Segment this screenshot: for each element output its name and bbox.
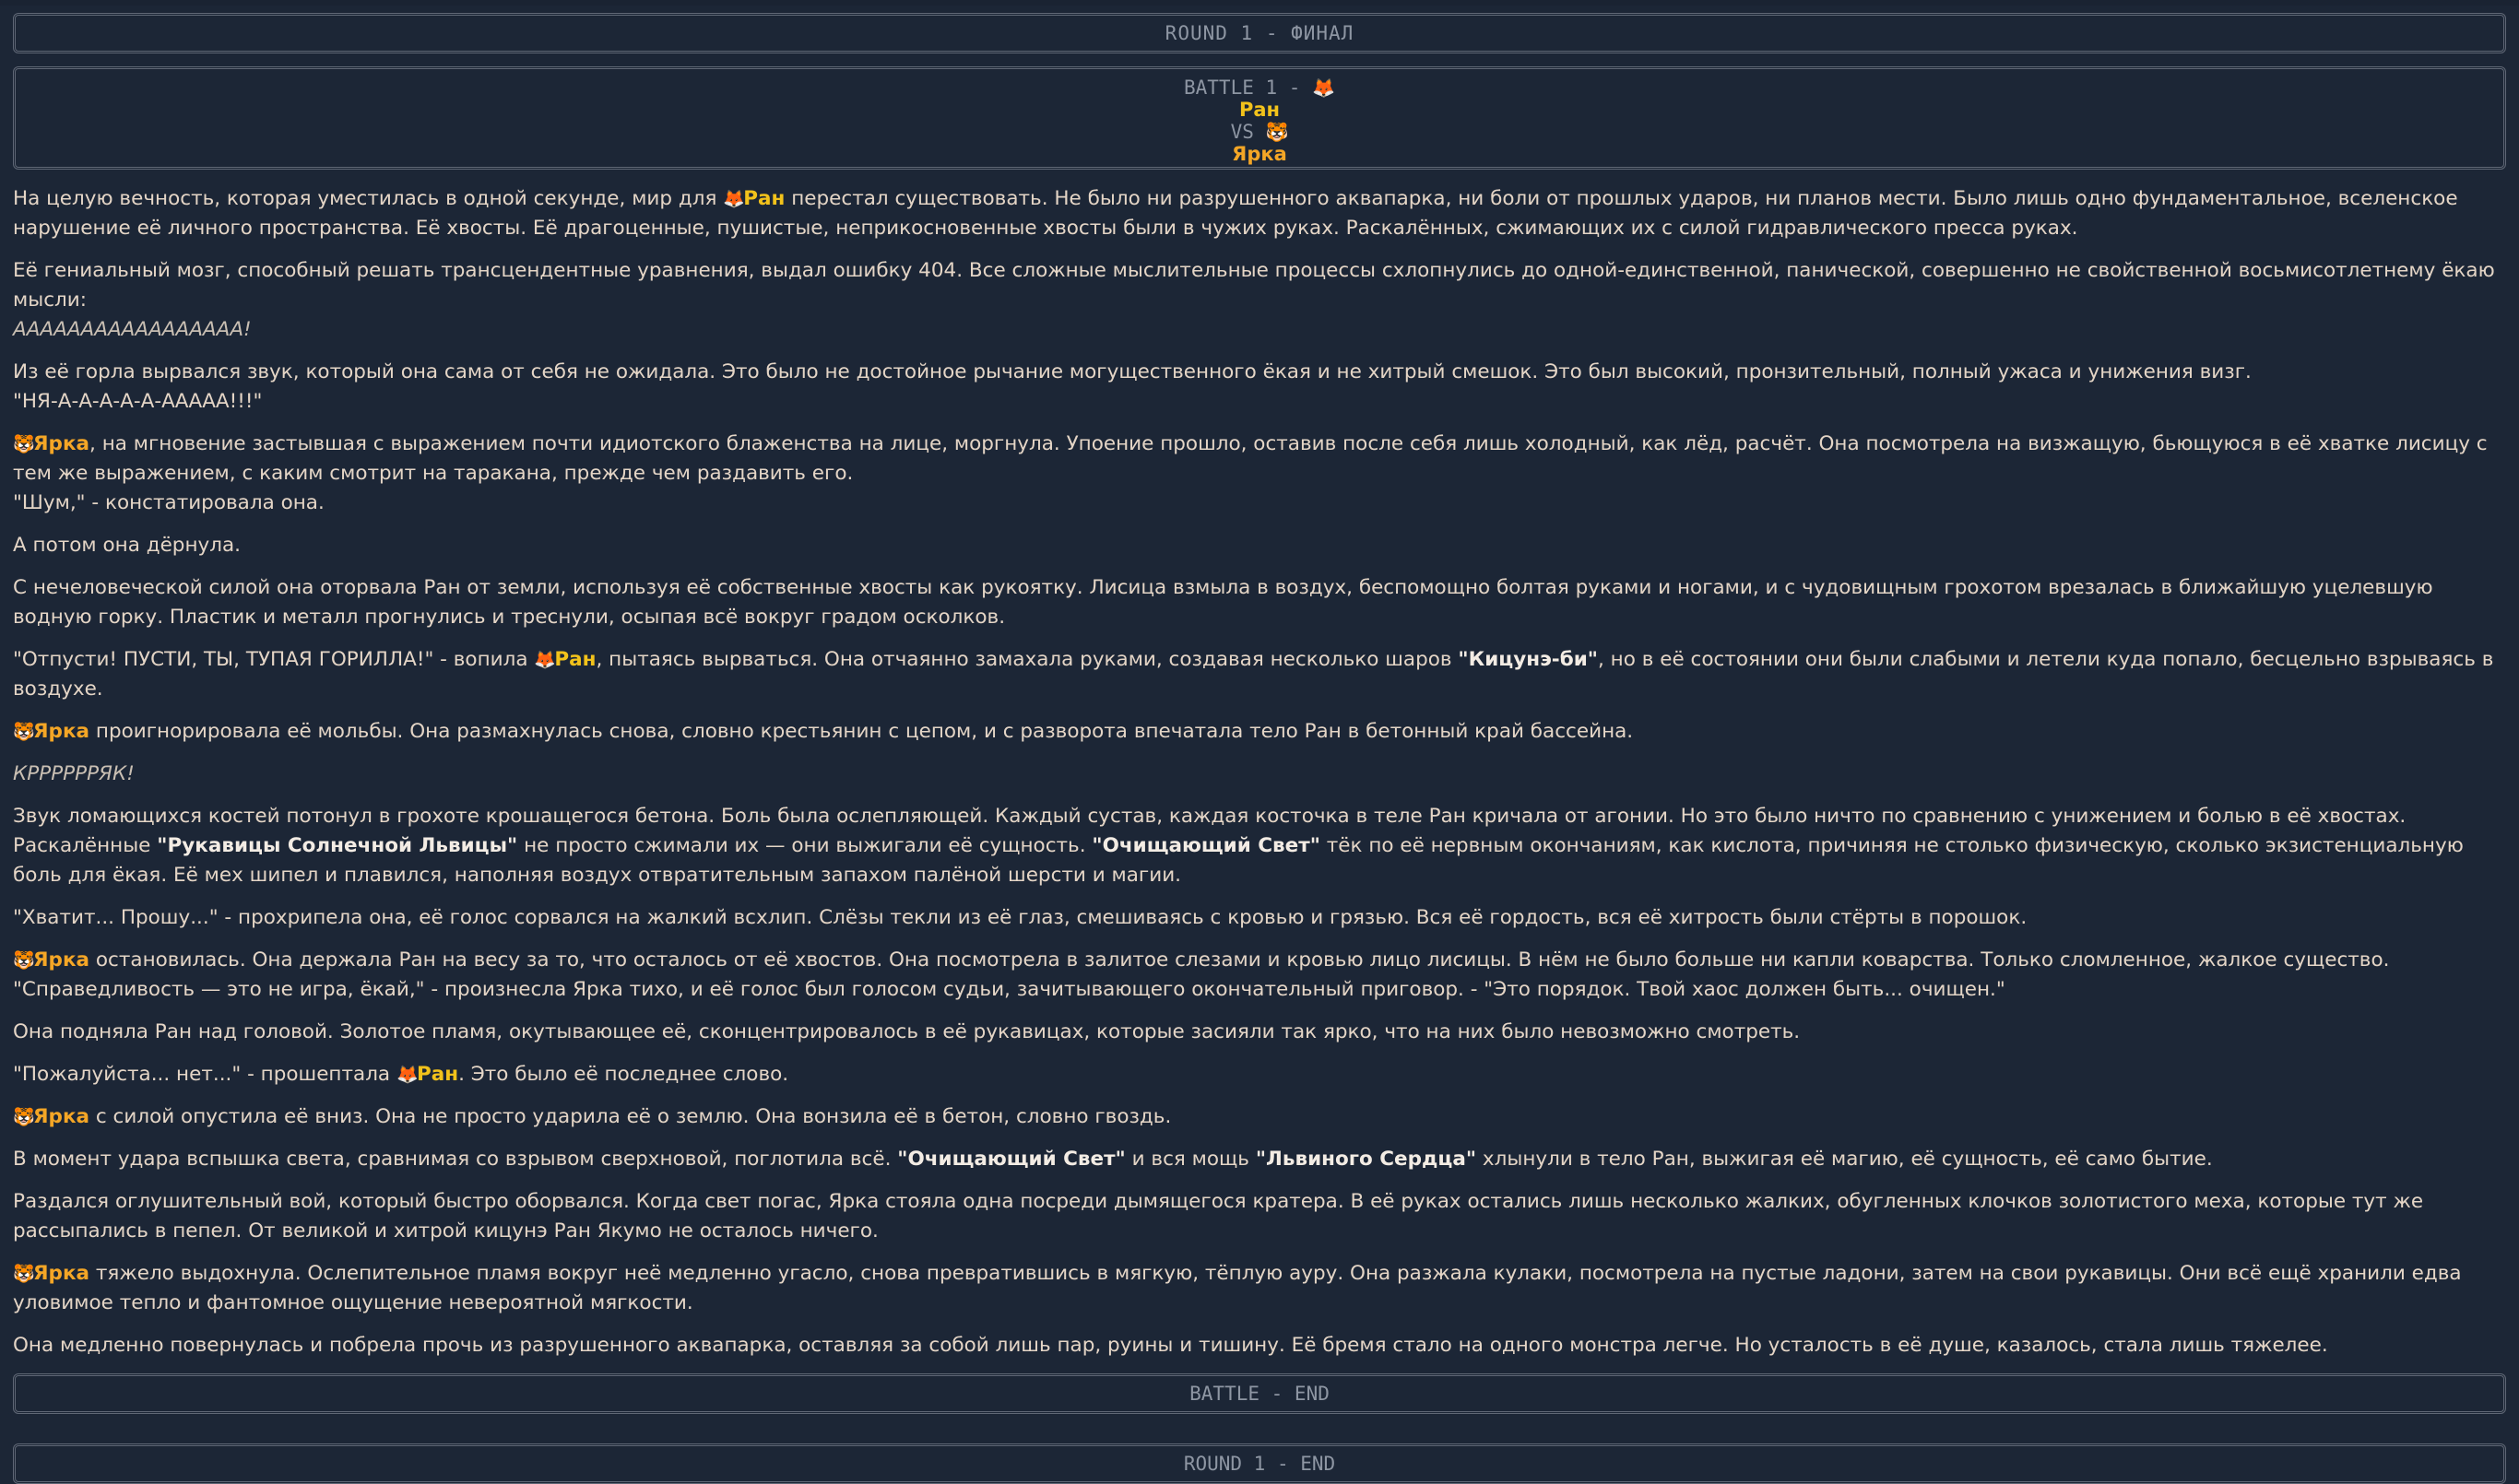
vs-line bbox=[16, 121, 2503, 143]
story-paragraph: Она медленно повернулась и побрела прочь из разрушенного аквапарка, оставляя за собой лишь пар, руины и тишину. Её бремя стало на одного монстра легче. Но усталость в её душе, казалось, стала лишь тяжелее. bbox=[13, 1334, 2328, 1357]
yarka-name: Ярка bbox=[33, 720, 90, 743]
yarka-name: Ярка bbox=[33, 432, 90, 455]
story-bold: "Кицунэ-би" bbox=[1458, 648, 1599, 671]
fox-face-icon: 🦊 bbox=[534, 650, 557, 670]
ran-name: Ран bbox=[554, 648, 597, 671]
round-header: ROUND 1 - ФИНАЛ bbox=[13, 13, 2506, 53]
tiger-face-icon: 🐯 bbox=[13, 1107, 35, 1127]
story-paragraph bbox=[13, 1145, 2506, 1174]
story-text: с силой опустила её вниз. Она не просто ударила её о землю. Она вонзила её в бетон, словно гвоздь. bbox=[95, 1105, 1172, 1128]
story-paragraph bbox=[13, 717, 2506, 747]
tiger-face-icon: 🐯 bbox=[13, 1264, 35, 1284]
fox-face-icon: 🦊 bbox=[1312, 77, 1335, 99]
story-text: не просто сжимали их — они выжигали её сущность. bbox=[524, 834, 1086, 857]
story-paragraph bbox=[13, 1259, 2506, 1318]
story-text: хлынули в тело Ран, выжигая её магию, её сущность, её само бытие. bbox=[1482, 1148, 2213, 1171]
fox-face-icon: 🦊 bbox=[723, 189, 745, 209]
fighter2-name: Ярка bbox=[1232, 143, 1287, 165]
story-text: "Отпусти! ПУСТИ, ТЫ, ТУПАЯ ГОРИЛЛА!" - вопила bbox=[13, 648, 528, 671]
story-paragraph bbox=[13, 760, 2506, 789]
story-text: и вся мощь bbox=[1131, 1148, 1249, 1171]
story-paragraph bbox=[13, 358, 2506, 417]
story-quote: "НЯ-А-А-А-А-А-ААААА!!!" bbox=[13, 390, 263, 413]
story-bold: "Рукавицы Солнечной Львицы" bbox=[157, 834, 518, 857]
story-paragraph bbox=[13, 645, 2506, 704]
story-paragraph bbox=[13, 256, 2506, 345]
story-text: Из её горла вырвался звук, который она сама от себя не ожидала. Это было не достойное рычание могущественного ёкая и не хитрый смешок. Это был высокий, пронзительный, полный ужаса и унижения визг. bbox=[13, 360, 2252, 383]
fighter1-name: Ран bbox=[1238, 99, 1281, 121]
battle-story bbox=[13, 184, 2506, 1360]
tiger-face-icon: 🐯 bbox=[13, 722, 35, 742]
round-footer: ROUND 1 - END bbox=[13, 1443, 2506, 1484]
yarka-name: Ярка bbox=[33, 1262, 90, 1285]
story-bold: "Очищающий Свет" bbox=[897, 1148, 1126, 1171]
story-bold: "Львиного Сердца" bbox=[1255, 1148, 1477, 1171]
story-paragraph: Раздался оглушительный вой, который быстро оборвался. Когда свет погас, Ярка стояла одна посреди дымящегося кратера. В её руках остались лишь несколько жалких, обугленных клочков золотистого меха, которые тут же рассыпались в пепел. От великой и хитрой кицунэ Ран Якумо не осталось ничего. bbox=[13, 1190, 2424, 1243]
story-paragraph bbox=[13, 1060, 2506, 1089]
battle-title: BATTLE 1 - bbox=[1184, 77, 1301, 99]
fox-face-icon: 🦊 bbox=[396, 1065, 419, 1085]
story-text: , пытаясь вырваться. Она отчаянно замахала руками, создавая несколько шаров bbox=[596, 648, 1452, 671]
story-text: . Это было её последнее слово. bbox=[458, 1063, 789, 1086]
story-paragraph bbox=[13, 184, 2506, 243]
yarka-name: Ярка bbox=[33, 948, 90, 972]
story-text: Её гениальный мозг, способный решать трансцендентные уравнения, выдал ошибку 404. Все сложные мыслительные процессы схлопнулись до одной-единственной, панической, совершенно не свойственной восьмисотлетнему ёкаю мысли: bbox=[13, 259, 2495, 312]
story-text: "Пожалуйста... нет..." - прошептала bbox=[13, 1063, 391, 1086]
yarka-name: Ярка bbox=[33, 1105, 90, 1128]
story-paragraph bbox=[13, 946, 2506, 1005]
story-italic: ААААААААААААААААА! bbox=[13, 318, 252, 341]
story-quote: "Шум," - констатировала она. bbox=[13, 491, 325, 514]
story-text: , но в её состоянии они были слабыми и летели куда попало, бесцельно взрываясь в воздухе. bbox=[13, 648, 2494, 701]
story-paragraph bbox=[13, 1102, 2506, 1132]
story-bold: "Очищающий Свет" bbox=[1092, 834, 1320, 857]
story-text: В момент удара вспышка света, сравнимая со взрывом сверхновой, поглотила всё. bbox=[13, 1148, 892, 1171]
tiger-face-icon: 🐯 bbox=[1265, 121, 1289, 143]
story-text: остановилась. Она держала Ран на весу за то, что осталось от её хвостов. Она посмотрела в залитое слезами и кровью лицо лисицы. В нём не было больше ни капли коварства. Только сломленное, жалкое существо. bbox=[95, 948, 2390, 972]
tiger-face-icon: 🐯 bbox=[13, 434, 35, 454]
story-text: На целую вечность, которая уместилась в одной секунде, мир для bbox=[13, 187, 717, 210]
vs-label: VS bbox=[1230, 121, 1254, 143]
ran-name: Ран bbox=[416, 1063, 459, 1086]
story-text: проигнорировала её мольбы. Она размахнулась снова, словно крестьянин с цепом, и с разворота впечатала тело Ран в бетонный край бассейна. bbox=[95, 720, 1634, 743]
battle-footer: BATTLE - END bbox=[13, 1373, 2506, 1414]
battle-header bbox=[13, 66, 2506, 170]
story-paragraph bbox=[13, 802, 2506, 890]
story-paragraph: А потом она дёрнула. bbox=[13, 534, 241, 557]
story-text: тёк по её нервным окончаниям, как кислота, причиняя не столько физическую, сколько экзистенциальную боль для ёкая. Её мех шипел и плавился, наполняя воздух отвратительным запахом палёной шерсти и магии. bbox=[13, 834, 2464, 887]
story-text: Звук ломающихся костей потонул в грохоте крошащегося бетона. Боль была ослепляющей. Каждый сустав, каждая косточка в теле Ран кричала от агонии. Но это было ничто по сравнению с унижением и болью в её хвостах. Раскалённые bbox=[13, 805, 2407, 857]
story-paragraph bbox=[13, 430, 2506, 518]
chat-log bbox=[13, 0, 2506, 1484]
story-italic: КРРРРРРЯК! bbox=[13, 762, 135, 785]
story-paragraph: "Хватит... Прошу..." - прохрипела она, её голос сорвался на жалкий всхлип. Слёзы текли из её глаз, смешиваясь с кровью и грязью. Вся её гордость, вся её хитрость были стёрты в порошок. bbox=[13, 906, 2028, 929]
battle-title-line bbox=[16, 77, 2503, 99]
story-paragraph: Она подняла Ран над головой. Золотое пламя, окутывающее её, сконцентрировалось в её рукавицах, которые засияли так ярко, что на них было невозможно смотреть. bbox=[13, 1020, 1801, 1043]
story-paragraph: С нечеловеческой силой она оторвала Ран от земли, используя её собственные хвосты как рукоятку. Лисица взмыла в воздух, беспомощно болтая руками и ногами, и с чудовищным грохотом врезалась в ближайшую уцелевшую водную горку. Пластик и металл прогнулись и треснули, осыпая всё вокруг градом осколков. bbox=[13, 576, 2433, 629]
story-text: тяжело выдохнула. Ослепительное пламя вокруг неё медленно угасло, снова превратившись в мягкую, тёплую ауру. Она разжала кулаки, посмотрела на пустые ладони, затем на свои рукавицы. Они всё ещё хранили едва уловимое тепло и фантомное ощущение невероятной мягкости. bbox=[13, 1262, 2462, 1314]
ran-name: Ран bbox=[743, 187, 786, 210]
story-text: , на мгновение застывшая с выражением почти идиотского блаженства на лице, моргнула. Упоение прошло, оставив после себя лишь холодный, как лёд, расчёт. Она посмотрела на визжащую, бьющуюся в её хватке лисицу с тем же выражением, с каким смотрит на таракана, прежде чем раздавить его. bbox=[13, 432, 2488, 485]
story-quote: "Справедливость — это не игра, ёкай," - произнесла Ярка тихо, и её голос был голосом судьи, зачитывающего окончательный приговор. - "Это порядок. Твой хаос должен быть... очищен." bbox=[13, 978, 2005, 1001]
tiger-face-icon: 🐯 bbox=[13, 950, 35, 971]
story-text: перестал существовать. Не было ни разрушенного аквапарка, ни боли от прошлых ударов, ни планов мести. Было лишь одно фундаментальное, вселенское нарушение её личного пространства. Её хвосты. Её драгоценные, пушистые, неприкосновенные хвосты были в чужих руках. Раскалённых, сжимающих их с силой гидравлического пресса руках. bbox=[13, 187, 2458, 240]
